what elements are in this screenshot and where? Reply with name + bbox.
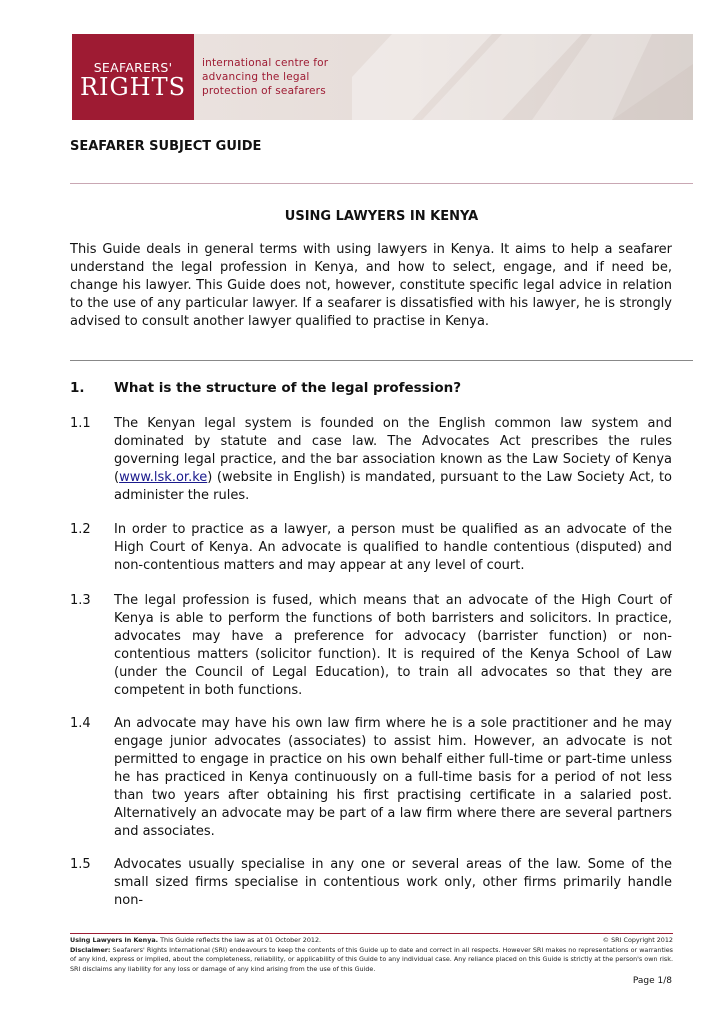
- logo-top-text: SEAFARERS': [93, 60, 173, 75]
- seafarers-rights-logo: [72, 34, 194, 120]
- logo-bottom-text: RIGHTS: [79, 73, 187, 101]
- tagline-line: advancing the legal: [202, 71, 310, 83]
- page-number: Page 1/8: [632, 976, 672, 986]
- header-divider: [70, 183, 693, 184]
- paragraph-1-2: [70, 521, 672, 575]
- paragraph-body: The legal profession is fused, which means that an advocate of the High Court of Kenya is able to perform the functions of both barristers and solicitors. In practice, advocates may have a preference for advocacy (barrister function) or non-contentious matters (solicitor function). It is required of the Kenya School of Law (under the Council of Legal Education), to train all advocates so that they are competent in both functions.: [114, 593, 672, 698]
- footer-doc-name: Using Lawyers in Kenya.: [70, 936, 159, 944]
- paragraph-1-5: [70, 856, 672, 910]
- footer-law-date: This Guide reflects the law as at 01 October 2012.: [158, 936, 322, 944]
- section-title: What is the structure of the legal profession?: [114, 380, 462, 396]
- footer-doc-line: [70, 936, 673, 946]
- footer-divider: [70, 933, 673, 934]
- intro-paragraph: This Guide deals in general terms with using lawyers in Kenya. It aims to help a seafarer understand the legal profession in Kenya, and how to select, engage, and if need be, change his lawyer. This Guide does not, however, constitute specific legal advice in relation to the use of any particular lawyer. If a seafarer is dissatisfied with his lawyer, he is strongly advised to consult another lawyer qualified to practise in Kenya.: [70, 242, 672, 329]
- section-divider: [70, 360, 693, 361]
- paragraph-number: 1.2: [70, 522, 91, 537]
- paragraph-text: ) (website in English) is mandated, pursuant to the Law Society Act, to administer the rules.: [114, 470, 672, 503]
- paragraph-body: [114, 415, 672, 505]
- paragraph-number: 1.1: [70, 416, 91, 431]
- banner-stripes-decoration: [352, 34, 693, 120]
- footer-disclaimer: [70, 946, 673, 975]
- paragraph-body: An advocate may have his own law firm where he is a sole practitioner and he may engage junior advocates (associates) to assist him. However, an advocate is not permitted to engage in practice on his own behalf either full-time or part-time unless he has practiced in Kenya continuously on a full-time basis for a period of not less than two years after obtaining his first practising certificate in a salaried post. Alternatively an advocate may be part of a law firm where there are several partners and associates.: [114, 716, 672, 839]
- paragraph-body: In order to practice as a lawyer, a person must be qualified as an advocate of the High Court of Kenya. An advocate is qualified to handle contentious (disputed) and non-contentious matters and may appear at any level of court.: [114, 522, 672, 573]
- section-number: 1.: [70, 380, 85, 396]
- disclaimer-text: Seafarers' Rights International (SRI) endeavours to keep the contents of this Guide up to date and correct in all respects. However SRI makes no representations or warranties of any kind, express or implied, about the completeness, reliability, or applicability of this Guide to any individual case. Any reliance placed on this Guide is strictly at the person's own risk. SRI disclaims any liability for any loss or damage of any kind arising from the use of this Guide.: [70, 945, 673, 973]
- tagline-line: international centre for: [202, 57, 329, 69]
- paragraph-text: The Kenyan legal system is founded on the English common law system and dominated by statute and case law. The Advocates Act prescribes the rules governing legal practice, and the bar association known as the Law Society of Kenya (: [114, 416, 672, 485]
- disclaimer-label: Disclaimer:: [70, 945, 111, 954]
- page-footer: [70, 936, 673, 974]
- copyright-notice: © SRI Copyright 2012: [602, 936, 673, 944]
- guide-category-label: SEAFARER SUBJECT GUIDE: [70, 139, 262, 154]
- paragraph-1-3: [70, 592, 672, 700]
- document-title: USING LAWYERS IN KENYA: [284, 209, 479, 224]
- paragraph-body: Advocates usually specialise in any one or several areas of the law. Some of the small sized firms specialise in contentious work only, other firms primarily handle non-: [114, 857, 672, 908]
- paragraph-number: 1.3: [70, 593, 91, 608]
- paragraph-1-1: [70, 415, 672, 505]
- law-society-link[interactable]: www.lsk.or.ke: [119, 470, 208, 485]
- tagline-line: protection of seafarers: [202, 85, 326, 97]
- paragraph-number: 1.5: [70, 857, 91, 872]
- paragraph-number: 1.4: [70, 716, 91, 731]
- organisation-tagline: [202, 56, 328, 98]
- paragraph-1-4: [70, 715, 672, 841]
- header-banner: [72, 34, 693, 120]
